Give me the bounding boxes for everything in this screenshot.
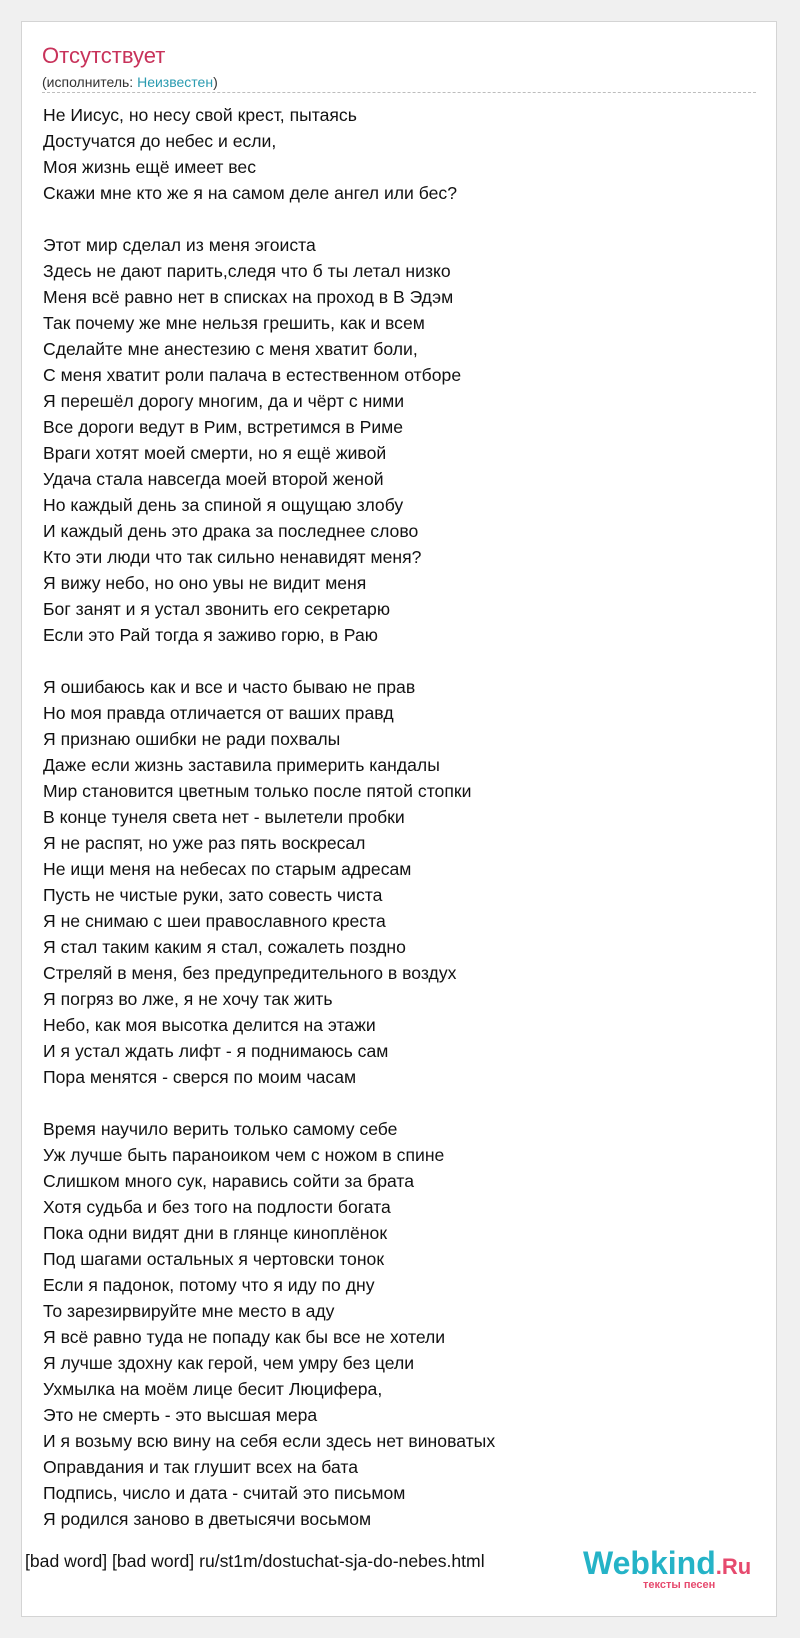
lyric-line: Я ошибаюсь как и все и часто бываю не прав	[43, 677, 416, 697]
artist-prefix: (исполнитель:	[42, 74, 138, 90]
lyrics-stanza	[43, 1116, 753, 1532]
lyric-line: Так почему же мне нельзя грешить, как и всем	[43, 313, 425, 333]
lyric-line: Бог занят и я устал звонить его секретарю	[43, 599, 391, 619]
lyrics-stanza	[43, 102, 753, 206]
lyric-line: Не Иисус, но несу свой крест, пытаясь	[43, 105, 357, 125]
lyric-line: Пора менятся - сверся по моим часам	[43, 1067, 357, 1087]
lyric-line: Не ищи меня на небесах по старым адресам	[43, 859, 412, 879]
lyric-line: Уж лучше быть параноиком чем с ножом в спине	[43, 1145, 445, 1165]
lyric-line: Все дороги ведут в Рим, встретимся в Риме	[43, 417, 404, 437]
lyric-line: То зарезирвируйте мне место в аду	[43, 1301, 335, 1321]
lyric-line: Время научило верить только самому себе	[43, 1119, 398, 1139]
site-logo[interactable]	[583, 1545, 773, 1595]
lyric-line: Но каждый день за спиной я ощущаю злобу	[43, 495, 404, 515]
lyric-line: И я устал ждать лифт - я поднимаюсь сам	[43, 1041, 389, 1061]
lyric-line: Я лучше здохну как герой, чем умру без цели	[43, 1353, 415, 1373]
logo-tagline: тексты песен	[643, 1579, 716, 1591]
artist-line	[42, 74, 218, 90]
lyric-line: И каждый день это драка за последнее слово	[43, 521, 419, 541]
lyric-line: С меня хватит роли палача в естественном отборе	[43, 365, 462, 385]
logo-name: Webkind	[583, 1545, 716, 1581]
lyric-line: Под шагами остальных я чертовски тонок	[43, 1249, 385, 1269]
lyric-line: Если я падонок, потому что я иду по дну	[43, 1275, 375, 1295]
lyric-line: Здесь не дают парить,следя что б ты летал низко	[43, 261, 451, 281]
lyric-line: Скажи мне кто же я на самом деле ангел или бес?	[43, 183, 458, 203]
lyric-line: Слишком много сук, наравись сойти за брата	[43, 1171, 415, 1191]
lyric-line: Оправдания и так глушит всех на бата	[43, 1457, 359, 1477]
artist-suffix: )	[213, 74, 218, 90]
lyric-line: Моя жизнь ещё имеет вес	[43, 157, 257, 177]
lyric-line: Но моя правда отличается от ваших правд	[43, 703, 394, 723]
lyric-line: Стреляй в меня, без предупредительного в воздух	[43, 963, 457, 983]
lyric-line: Я перешёл дорогу многим, да и чёрт с ними	[43, 391, 405, 411]
lyric-line: Пусть не чистые руки, зато совесть чиста	[43, 885, 383, 905]
lyrics-stanza	[43, 232, 753, 648]
lyric-line: Достучатся до небес и если,	[43, 131, 277, 151]
lyric-line: Я не распят, но уже раз пять воскресал	[43, 833, 366, 853]
lyric-line: Небо, как моя высотка делится на этажи	[43, 1015, 376, 1035]
lyric-line: Я погряз во лже, я не хочу так жить	[43, 989, 333, 1009]
lyric-line: В конце тунеля света нет - вылетели пробки	[43, 807, 405, 827]
logo-tld: .Ru	[715, 1554, 752, 1579]
lyrics-stanza	[43, 674, 753, 1090]
lyric-line: И я возьму всю вину на себя если здесь нет виноватых	[43, 1431, 496, 1451]
lyric-line: Я всё равно туда не попаду как бы все не хотели	[43, 1327, 446, 1347]
lyric-line: Враги хотят моей смерти, но я ещё живой	[43, 443, 387, 463]
title-divider	[42, 92, 756, 93]
lyric-line: Я стал таким каким я стал, сожалеть поздно	[43, 937, 406, 957]
lyric-line: Меня всё равно нет в списках на проход в В Эдэм	[43, 287, 454, 307]
lyrics-card	[21, 21, 777, 1617]
song-title: Отсутствует	[42, 43, 166, 68]
lyric-line: Кто эти люди что так сильно ненавидят меня?	[43, 547, 422, 567]
lyric-line: Ухмылка на моём лице бесит Люцифера,	[43, 1379, 383, 1399]
footer-link-text: [bad word] [bad word] ru/st1m/dostuchat-sja-do-nebes.html	[25, 1551, 485, 1571]
lyric-line: Даже если жизнь заставила примерить кандалы	[43, 755, 440, 775]
lyrics-body	[43, 102, 753, 1532]
lyric-line: Я вижу небо, но оно увы не видит меня	[43, 573, 367, 593]
lyric-line: Пока одни видят дни в глянце киноплёнок	[43, 1223, 388, 1243]
lyric-line: Этот мир сделал из меня эгоиста	[43, 235, 316, 255]
lyric-line: Я родился заново в дветысячи восьмом	[43, 1509, 372, 1529]
lyric-line: Если это Рай тогда я заживо горю, в Раю	[43, 625, 378, 645]
lyric-line: Я признаю ошибки не ради похвалы	[43, 729, 341, 749]
lyric-line: Подпись, число и дата - считай это письмом	[43, 1483, 406, 1503]
lyric-line: Удача стала навсегда моей второй женой	[43, 469, 384, 489]
lyric-line: Сделайте мне анестезию с меня хватит боли,	[43, 339, 418, 359]
lyric-line: Мир становится цветным только после пятой стопки	[43, 781, 472, 801]
lyric-line: Это не смерть - это высшая мера	[43, 1405, 318, 1425]
lyric-line: Хотя судьба и без того на подлости богата	[43, 1197, 391, 1217]
artist-link[interactable]: Неизвестен	[137, 74, 214, 90]
lyric-line: Я не снимаю с шеи православного креста	[43, 911, 386, 931]
